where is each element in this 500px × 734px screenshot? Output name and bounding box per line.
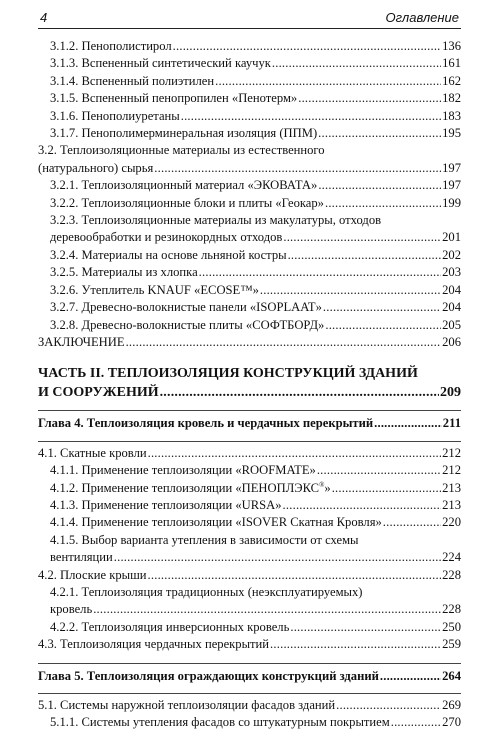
chapter-heading bbox=[38, 415, 461, 432]
toc-entry-text: 4.2. Плоские крыши bbox=[38, 567, 147, 582]
toc-entry bbox=[38, 584, 461, 619]
page-ref: 212 bbox=[442, 463, 461, 478]
page-ref: 259 bbox=[442, 637, 461, 652]
leader-dots bbox=[154, 160, 441, 177]
toc-entry-text: 3.2.6. Утеплитель KNAUF «ECOSE™» bbox=[50, 282, 259, 297]
toc-entry-text: 3.2.3. Теплоизоляционные материалы из макулатуры, отходов bbox=[50, 213, 382, 228]
leader-dots bbox=[317, 462, 441, 479]
toc-entry-text: 3.2.8. Древесно-волокнистые плиты «СОФТБОРД» bbox=[50, 317, 325, 332]
leader-dots bbox=[215, 73, 441, 90]
leader-dots bbox=[283, 497, 442, 514]
page-ref: 202 bbox=[442, 247, 461, 262]
toc-entry bbox=[38, 264, 461, 281]
toc-entry bbox=[38, 247, 461, 264]
page-ref: 224 bbox=[442, 550, 461, 565]
page-ref: 183 bbox=[442, 108, 461, 123]
toc-entry-text: 3.2.1. Теплоизоляционный материал «ЭКОВАТА» bbox=[50, 178, 318, 193]
leader-dots bbox=[160, 383, 439, 402]
leader-dots bbox=[325, 317, 441, 334]
part-heading bbox=[38, 364, 461, 402]
toc-group-chapter3 bbox=[38, 38, 461, 351]
toc-entry-text: 4.1.2. Применение теплоизоляции «ПЕНОПЛЭКС®» bbox=[50, 480, 331, 495]
toc-group-chapter4 bbox=[38, 445, 461, 654]
toc-entry bbox=[38, 445, 461, 462]
toc-entry bbox=[38, 55, 461, 72]
toc-entry-text: 5.1. Системы наружной теплоизоляции фасадов зданий bbox=[38, 698, 336, 712]
toc-entry-text: 4.1.5. Выбор варианта утепления в зависимости от схемы bbox=[50, 532, 359, 547]
toc-entry-text: ЗАКЛЮЧЕНИЕ bbox=[38, 334, 125, 349]
chapter-title: Глава 5. Теплоизоляция ограждающих конструкций зданий bbox=[38, 668, 379, 683]
chapter-heading bbox=[38, 668, 461, 685]
page-ref: 205 bbox=[442, 317, 461, 332]
page-ref: 209 bbox=[440, 385, 461, 401]
page-ref: 213 bbox=[442, 497, 461, 512]
divider bbox=[38, 693, 461, 694]
toc-entry bbox=[38, 514, 461, 531]
toc-entry-text: вентиляции bbox=[50, 550, 113, 565]
page-ref: 228 bbox=[442, 602, 461, 617]
toc-entry bbox=[38, 636, 461, 653]
toc-entry-text: 4.1.4. Применение теплоизоляции «ISOVER Скатная Кровля» bbox=[50, 515, 382, 530]
toc-entry-text: 3.1.6. Пенополиуретаны bbox=[50, 108, 180, 123]
toc-entry bbox=[38, 697, 461, 714]
page-ref: 212 bbox=[442, 445, 461, 460]
leader-dots bbox=[199, 264, 441, 281]
leader-dots bbox=[148, 567, 442, 584]
page-ref: 206 bbox=[442, 334, 461, 349]
table-of-contents bbox=[38, 38, 461, 732]
page-number: 4 bbox=[40, 10, 48, 25]
page-ref: 201 bbox=[442, 230, 461, 245]
chapter-title: Глава 4. Теплоизоляция кровель и чердачных перекрытий bbox=[38, 416, 374, 431]
leader-dots bbox=[383, 514, 441, 531]
toc-entry-text: 4.1.3. Применение теплоизоляции «URSA» bbox=[50, 497, 282, 512]
toc-entry-text: 3.1.7. Пенополимерминеральная изоляция (ППМ) bbox=[50, 126, 318, 141]
toc-entry bbox=[38, 619, 461, 636]
page-ref: 264 bbox=[442, 668, 461, 683]
toc-entry-text: 3.2.4. Материалы на основе льняной костры bbox=[50, 247, 287, 262]
toc-entry-text: 4.3. Теплоизоляция чердачных перекрытий bbox=[38, 637, 270, 652]
toc-entry-text: 3.2. Теплоизоляционные материалы из естественного bbox=[38, 143, 325, 158]
page-ref: 211 bbox=[442, 416, 461, 431]
toc-entry bbox=[38, 108, 461, 125]
toc-entry-text: 3.2.5. Материалы из хлопка bbox=[50, 265, 198, 280]
leader-dots bbox=[318, 177, 441, 194]
page-ref: 161 bbox=[442, 56, 461, 71]
leader-dots bbox=[374, 415, 442, 432]
leader-dots bbox=[325, 195, 441, 212]
toc-entry bbox=[38, 317, 461, 334]
running-header bbox=[38, 4, 461, 29]
leader-dots bbox=[318, 125, 441, 142]
leader-dots bbox=[332, 480, 441, 497]
leader-dots bbox=[272, 55, 441, 72]
leader-dots bbox=[260, 282, 441, 299]
toc-entry-text: 3.1.5. Вспененный пенопропилен «Пенотерм» bbox=[50, 91, 298, 106]
toc-entry bbox=[38, 212, 461, 247]
toc-entry bbox=[38, 299, 461, 316]
toc-entry bbox=[38, 567, 461, 584]
part-heading-last-line bbox=[38, 383, 461, 402]
page-ref: 250 bbox=[442, 619, 461, 634]
page-ref: 228 bbox=[442, 567, 461, 582]
leader-dots bbox=[173, 38, 441, 55]
toc-entry-text: 4.2.1. Теплоизоляция традиционных (неэксплуатируемых) bbox=[50, 584, 363, 599]
part-heading-line: ЧАСТЬ II. ТЕПЛОИЗОЛЯЦИЯ КОНСТРУКЦИЙ ЗДАНИЙ bbox=[38, 366, 418, 382]
leader-dots bbox=[148, 445, 442, 462]
leader-dots bbox=[336, 697, 441, 714]
toc-entry bbox=[38, 142, 461, 177]
leader-dots bbox=[93, 601, 441, 618]
leader-dots bbox=[126, 334, 442, 351]
toc-entry-text: (натурального) сырья bbox=[38, 160, 154, 175]
toc-entry bbox=[38, 125, 461, 142]
toc-entry-text: 3.2.7. Древесно-волокнистые панели «ISOPLAAT» bbox=[50, 300, 322, 315]
toc-entry-text: 3.2.2. Теплоизоляционные блоки и плиты «Геокар» bbox=[50, 195, 324, 210]
leader-dots bbox=[270, 636, 441, 653]
page-ref: 269 bbox=[442, 698, 461, 712]
toc-entry bbox=[38, 462, 461, 479]
page-ref: 197 bbox=[442, 178, 461, 193]
page-ref: 220 bbox=[442, 515, 461, 530]
divider bbox=[38, 663, 461, 664]
toc-entry-text: деревообработки и резинокордных отходов bbox=[50, 230, 283, 245]
toc-entry bbox=[38, 282, 461, 299]
toc-entry bbox=[38, 195, 461, 212]
page-ref: 204 bbox=[442, 282, 461, 297]
page-ref: 213 bbox=[442, 480, 461, 495]
page-ref: 204 bbox=[442, 300, 461, 315]
divider bbox=[38, 441, 461, 442]
toc-entry bbox=[38, 73, 461, 90]
divider bbox=[38, 410, 461, 411]
toc-entry-text: 3.1.2. Пенополистирол bbox=[50, 39, 172, 53]
leader-dots bbox=[114, 549, 441, 566]
leader-dots bbox=[181, 108, 441, 125]
toc-entry bbox=[38, 532, 461, 567]
toc-entry bbox=[38, 90, 461, 107]
toc-entry-text: 3.1.4. Вспененный полиэтилен bbox=[50, 73, 215, 88]
toc-entry-text: кровель bbox=[50, 602, 93, 617]
page-ref: 270 bbox=[442, 715, 461, 730]
leader-dots bbox=[323, 299, 441, 316]
toc-entry-text: 4.1. Скатные кровли bbox=[38, 445, 147, 460]
toc-entry bbox=[38, 714, 461, 731]
leader-dots bbox=[380, 668, 441, 685]
page-ref: 199 bbox=[442, 195, 461, 210]
toc-entry-text: 4.2.2. Теплоизоляция инверсионных кровель bbox=[50, 619, 290, 634]
leader-dots bbox=[290, 619, 441, 636]
toc-entry bbox=[38, 177, 461, 194]
toc-group-chapter5 bbox=[38, 697, 461, 732]
running-title: Оглавление bbox=[385, 10, 459, 25]
toc-entry bbox=[38, 334, 461, 351]
leader-dots bbox=[288, 247, 442, 264]
leader-dots bbox=[391, 714, 441, 731]
toc-entry bbox=[38, 497, 461, 514]
registered-mark: ® bbox=[319, 480, 325, 489]
toc-entry bbox=[38, 38, 461, 55]
toc-entry-text: 5.1.1. Системы утепления фасадов со штукатурным покрытием bbox=[50, 715, 390, 730]
page-ref: 195 bbox=[442, 126, 461, 141]
leader-dots bbox=[283, 229, 441, 246]
page-ref: 136 bbox=[442, 39, 461, 53]
toc-entry bbox=[38, 480, 461, 497]
toc-entry-text: 4.1.1. Применение теплоизоляции «ROOFMATE» bbox=[50, 463, 316, 478]
page-ref: 203 bbox=[442, 265, 461, 280]
page-ref: 197 bbox=[442, 160, 461, 175]
part-heading-line: И СООРУЖЕНИЙ bbox=[38, 385, 159, 401]
toc-entry-text: 3.1.3. Вспененный синтетический каучук bbox=[50, 56, 271, 71]
page-ref: 182 bbox=[442, 91, 461, 106]
leader-dots bbox=[298, 90, 441, 107]
page-ref: 162 bbox=[442, 73, 461, 88]
